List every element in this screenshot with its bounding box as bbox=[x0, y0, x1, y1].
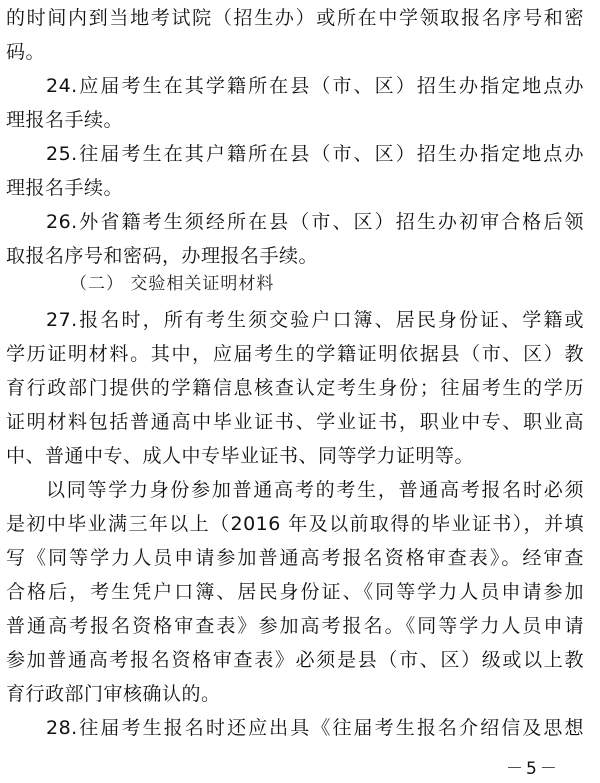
item-28-line-1: 28.往届考生报名时还应出具《往届考生报名介绍信及思想 bbox=[46, 717, 584, 739]
continued-paragraph-line-2: 码。 bbox=[6, 41, 46, 63]
item-26-line-1: 26.外省籍考生须经所在县（市、区）招生办初审合格后领 bbox=[46, 211, 584, 233]
item-24-line-1: 24.应届考生在其学籍所在县（市、区）招生办指定地点办 bbox=[46, 75, 584, 97]
item-27-line-4: 证明材料包括普通高中毕业证书、学业证书，职业中专、职业高 bbox=[6, 411, 584, 433]
item-27-line-2: 学历证明材料。其中，应届考生的学籍证明依据县（市、区）教 bbox=[6, 343, 584, 365]
equivalent-paragraph-line-2: 是初中毕业满三年以上（2016 年及以前取得的毕业证书），并填 bbox=[6, 513, 584, 535]
continued-paragraph-line-1: 的时间内到当地考试院（招生办）或所在中学领取报名序号和密 bbox=[6, 7, 584, 29]
item-24-line-2: 理报名手续。 bbox=[6, 109, 124, 131]
item-25-line-2: 理报名手续。 bbox=[6, 177, 124, 199]
item-25-line-1: 25.往届考生在其户籍所在县（市、区）招生办指定地点办 bbox=[46, 143, 584, 165]
item-26-line-2: 取报名序号和密码，办理报名手续。 bbox=[6, 245, 319, 267]
item-27-line-1: 27.报名时，所有考生须交验户口簿、居民身份证、学籍或 bbox=[46, 309, 584, 331]
equivalent-paragraph-line-5: 普通高考报名资格审查表》参加高考报名。《同等学力人员申请 bbox=[6, 615, 584, 637]
equivalent-paragraph-line-1: 以同等学力身份参加普通高考的考生，普通高考报名时必须 bbox=[46, 479, 584, 501]
page-number: －5－ bbox=[506, 759, 560, 779]
equivalent-paragraph-line-3: 写《同等学力人员申请参加普通高考报名资格审查表》。经审查 bbox=[6, 547, 584, 569]
equivalent-paragraph-line-7: 育行政部门审核确认的。 bbox=[6, 683, 221, 705]
item-27-line-5: 中、普通中专、成人中专毕业证书、同等学力证明等。 bbox=[6, 445, 475, 467]
equivalent-paragraph-line-4: 合格后，考生凭户口簿、居民身份证、《同等学力人员申请参加 bbox=[6, 581, 584, 603]
item-27-line-3: 育行政部门提供的学籍信息核查认定考生身份；往届考生的学历 bbox=[6, 377, 584, 399]
section-heading: （二） 交验相关证明材料 bbox=[70, 274, 275, 294]
equivalent-paragraph-line-6: 参加普通高考报名资格审查表》必须是县（市、区）级或以上教 bbox=[6, 649, 584, 671]
